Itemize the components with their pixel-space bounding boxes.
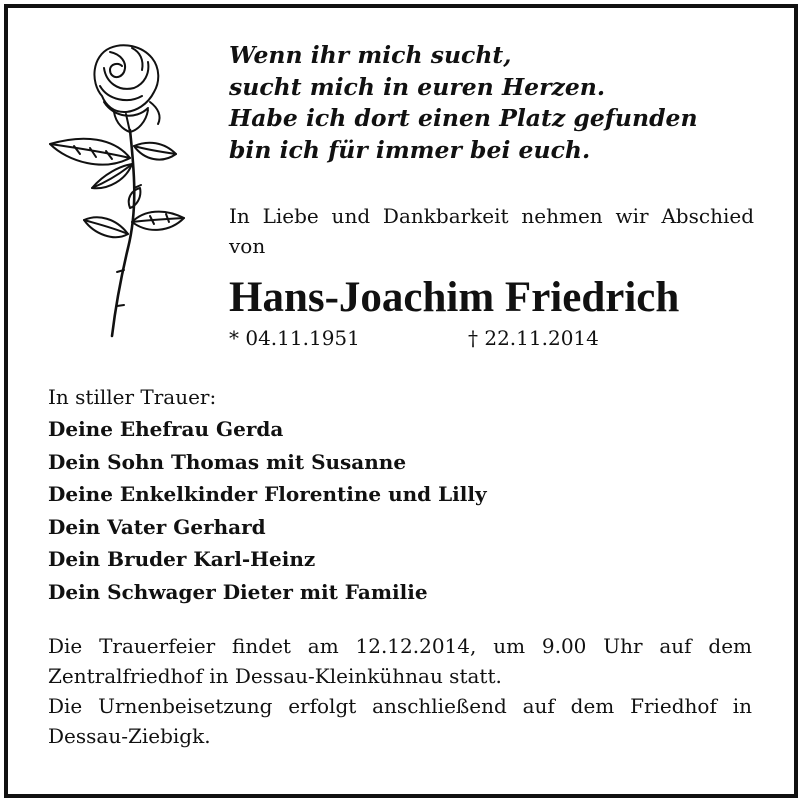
mourner-item: Deine Enkelkinder Florentine und Lilly	[48, 482, 487, 506]
mourners-list	[48, 381, 758, 608]
intro-text: In Liebe und Dankbarkeit nehmen wir Abschied von	[229, 204, 754, 258]
mourners-intro: In stiller Trauer:	[48, 385, 217, 409]
mourner-item: Dein Schwager Dieter mit Familie	[48, 579, 428, 604]
death-date: † 22.11.2014	[468, 326, 599, 350]
poem-line: bin ich für immer bei euch.	[229, 135, 591, 164]
rose-icon	[44, 38, 190, 338]
poem-line: Habe ich dort einen Platz gefunden	[229, 104, 698, 132]
birth-date: * 04.11.1951	[229, 326, 360, 350]
mourner-item: Dein Bruder Karl-Heinz	[48, 547, 316, 571]
urn-burial-text: Die Urnenbeisetzung erfolgt anschließend auf dem Friedhof in Dessau-Ziebigk.	[48, 694, 752, 748]
mourner-item: Dein Vater Gerhard	[48, 514, 266, 539]
funeral-notice	[48, 631, 752, 751]
poem-line: sucht mich in euren Herzen.	[229, 72, 606, 101]
poem-line: Wenn ihr mich sucht,	[229, 41, 512, 69]
poem	[229, 40, 698, 166]
mourner-item: Dein Sohn Thomas mit Susanne	[48, 449, 407, 474]
mourner-item: Deine Ehefrau Gerda	[48, 417, 284, 441]
ceremony-text: Die Trauerfeier findet am 12.12.2014, um 9.00 Uhr auf dem Zentralfriedhof in Dessau-Kleinkühnau statt.	[48, 634, 752, 688]
deceased-name: Hans-Joachim Friedrich	[229, 274, 680, 321]
